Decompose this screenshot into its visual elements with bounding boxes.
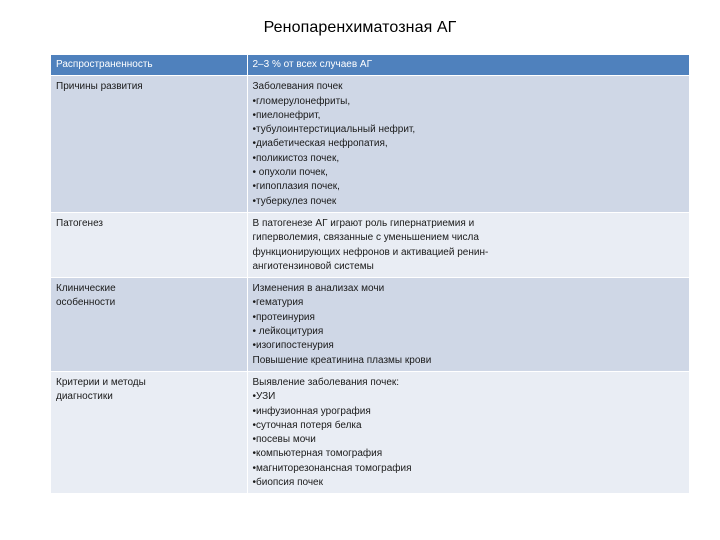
content-line: • лейкоцитурия <box>252 326 324 338</box>
content-line: Заболевания почек <box>252 81 343 93</box>
content-line: •УЗИ <box>252 391 276 403</box>
row-label-line: особенности <box>56 297 116 309</box>
table-row-clinical <box>51 278 689 372</box>
content-line: Изменения в анализах мочи <box>252 283 385 295</box>
row-content-cell <box>247 371 689 493</box>
content-line: •компьютерная томография <box>252 448 383 460</box>
content-line: •гематурия <box>252 297 304 309</box>
table-row-diagnostics <box>51 371 689 493</box>
content-line: •изогипостенурия <box>252 340 334 352</box>
content-line: •магниторезонансная томография <box>252 462 412 474</box>
row-label-line: Патогенез <box>56 217 103 229</box>
row-content-cell <box>247 212 689 277</box>
row-label-line: диагностики <box>56 391 113 403</box>
content-line: • опухоли почек, <box>252 167 328 179</box>
header-label-cell: Распространенность <box>51 55 247 76</box>
slide-title: Ренопаренхиматозная АГ <box>263 19 457 36</box>
row-content-cell <box>247 76 689 213</box>
content-line: •гипоплазия почек, <box>252 181 340 193</box>
row-label-cell <box>51 371 247 493</box>
content-line: Выявление заболевания почек: <box>252 376 400 388</box>
content-line: •пиелонефрит, <box>252 109 321 121</box>
table-header-row <box>51 55 689 76</box>
content-line: •инфузионная урография <box>252 405 371 417</box>
content-line: •поликистоз почек, <box>252 152 340 164</box>
content-line: •суточная потеря белка <box>252 419 362 431</box>
content-line: •посевы мочи <box>252 434 316 446</box>
info-table <box>51 55 689 494</box>
row-label-line: Критерии и методы <box>56 376 146 388</box>
content-line: •диабетическая нефропатия, <box>252 138 388 150</box>
content-line: •биопсия почек <box>252 477 323 489</box>
content-line: ангиотензиновой системы <box>252 260 374 272</box>
content-line: В патогенезе АГ играют роль гипернатриемия и <box>252 217 475 229</box>
row-label-cell <box>51 212 247 277</box>
row-label-cell <box>51 278 247 372</box>
row-label-line: Клинические <box>56 283 116 295</box>
row-label-cell <box>51 76 247 213</box>
content-line: •туберкулез почек <box>252 195 337 207</box>
content-line: •гломерулонефриты, <box>252 95 351 107</box>
row-content-cell <box>247 278 689 372</box>
content-line: Повышение креатинина плазмы крови <box>252 354 432 366</box>
table-row-pathogenesis <box>51 212 689 277</box>
content-line: гиперволемия, связанные с уменьшением числа <box>252 232 479 244</box>
table-row-causes <box>51 76 689 213</box>
content-line: •протеинурия <box>252 311 315 323</box>
content-line: •тубулоинтерстициальный нефрит, <box>252 124 416 136</box>
header-value-cell: 2–3 % от всех случаев АГ <box>247 55 689 76</box>
row-label-line: Причины развития <box>56 81 143 93</box>
content-line: функционирующих нефронов и активацией ренин- <box>252 246 489 258</box>
